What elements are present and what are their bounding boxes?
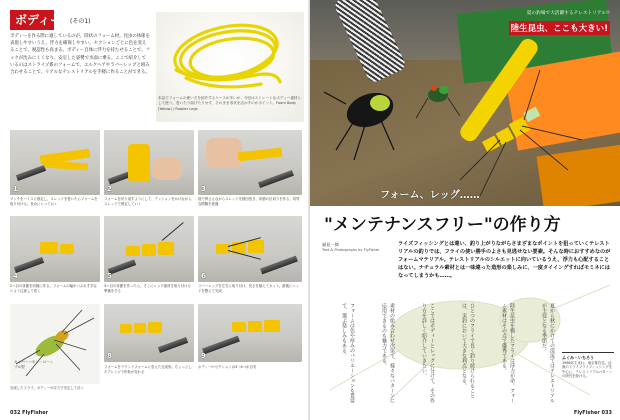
section-tag: (その1) bbox=[70, 18, 91, 25]
step-number: 2 bbox=[107, 185, 112, 193]
yellow-foam-strip bbox=[128, 144, 150, 182]
foam-segment bbox=[248, 321, 262, 332]
step-number: 9 bbox=[201, 352, 206, 360]
body-column: ひとつのフライで長く釣り続けられることは、実釣において大きな利点となる。 bbox=[461, 303, 475, 398]
fingers bbox=[152, 158, 182, 180]
byline-name: 福見一郎 bbox=[322, 242, 339, 247]
step-caption-7: 完成したフライ。ボディーの浮力で安定して浮く bbox=[10, 386, 84, 390]
profile-divider bbox=[562, 352, 614, 353]
foam-segment bbox=[134, 323, 146, 333]
headline-sub: フォーム、レッグ…… bbox=[380, 190, 480, 201]
section-title-tab bbox=[10, 10, 91, 30]
step-photo-8 bbox=[104, 304, 194, 362]
headline-band bbox=[310, 206, 620, 238]
step-caption-3: 指で押さえながらスレッドを数回巻き、体節の区切りを作る。均等な間隔を意識 bbox=[198, 197, 300, 207]
body-column: ここではボディーとレッグに分けて、その作り方を詳しく紹介していきたい。 bbox=[421, 303, 435, 403]
body-column: 素材の組み合わせ次第で、様々なパターンに応用できるのも魅力である。 bbox=[381, 303, 395, 403]
foam-segment bbox=[126, 246, 140, 256]
foam-segment bbox=[158, 242, 174, 255]
step-caption-5: 3つ目の体節を作ったら、そこにレッグ素材を取り付ける準備をする bbox=[104, 284, 191, 294]
tagline-small: 夏の釣場で大活躍するテレストリアル!! bbox=[526, 11, 610, 16]
step-caption-8: フォームをラウンドフォームに変えた完成形。ちょっとしたアレンジで印象が変わる bbox=[104, 365, 192, 375]
right-page bbox=[310, 0, 620, 420]
foam-segment bbox=[60, 244, 74, 254]
step-number: 5 bbox=[107, 272, 112, 280]
step-photo-2 bbox=[104, 130, 194, 195]
byline bbox=[322, 242, 392, 253]
foam-segment bbox=[248, 240, 264, 253]
step-number: 6 bbox=[201, 272, 206, 280]
finished-fly-photo bbox=[10, 304, 100, 384]
foam-segment bbox=[148, 322, 162, 333]
ladder-label: キャバーハモン・ローンブル型 bbox=[14, 360, 54, 369]
foam-segment bbox=[120, 324, 132, 333]
photo-background bbox=[104, 304, 194, 362]
body-column: 陸生昆虫を模したフライは浮力が命。フォーム素材はその点で優秀である。 bbox=[501, 303, 515, 403]
step-caption-4: 2つ目の体節を同様に作る。フォームの幅がつぶれすぎないよう注意して巻く bbox=[10, 284, 97, 294]
tagline-big: 陸生昆虫、ここも大きい! bbox=[509, 21, 610, 35]
section-title: ボディー編 bbox=[15, 13, 75, 27]
profile-name: ふくみ・いちろう bbox=[562, 355, 594, 360]
step-photo-5 bbox=[104, 216, 194, 282]
step-number: 8 bbox=[107, 352, 112, 360]
step-photo-6 bbox=[198, 216, 302, 282]
fingers bbox=[206, 138, 242, 168]
photo-background bbox=[198, 304, 302, 362]
headline-main: "メンテナンスフリー"の作り方 bbox=[324, 215, 561, 235]
article-tagline bbox=[509, 10, 610, 35]
page-folio-right: FlyFisher 033 bbox=[573, 410, 612, 416]
step-caption-1: フックをバイスに固定し、スレッドを巻いたらフォームを取り付ける。長めにとっておく bbox=[10, 197, 98, 207]
step-caption-9: ボディーのセクションは3〜4つが目安 bbox=[198, 365, 257, 369]
intro-text: ボディーを作る際に適しているのが、陸状のフォーム材。昆虫の体節を表現しやすいうえ、浮力を確保しやすい。セクションごとに色を変えることで、視認性も高まる。ボディー自体に浮力を持たせることで、フックが沈みにくくなり、安定した姿勢で水面に乗る。ここで紹介しているのはストライプ系のフォームで、エルクヘアやラバーレッグと組み合わせることで、リアルなテレストリアルを手軽に作ることができる。 bbox=[10, 34, 150, 76]
step-photo-9 bbox=[198, 304, 302, 362]
step-caption-6: ラバーレッグを左右に取り付け、長さを揃えてカット。最後にヘッドを整えて完成 bbox=[198, 284, 300, 294]
body-column: 夏から秋にかけての渓流ではテレストリアルが主役となる季節だ。 bbox=[541, 303, 555, 403]
grasshopper-fly-illustration bbox=[10, 304, 100, 384]
step-photo-3 bbox=[198, 130, 302, 195]
foam-segment bbox=[264, 320, 280, 332]
byline-role: Text & Photographs by FlyFisher bbox=[322, 248, 380, 252]
profile-text: 1966年生まれ。東京都在住。渓流のドライフライフィッシングを中心に、テレストリアルパターンの研究を続ける。 bbox=[562, 360, 613, 379]
body-column: フォームは色や厚みのバリエーションも豊富で、選ぶ楽しみもある。 bbox=[341, 303, 355, 403]
foam-segment bbox=[142, 244, 156, 256]
foam-segment bbox=[40, 242, 58, 254]
page-folio-left: 032 FlyFisher bbox=[10, 410, 49, 416]
step-caption-2: フォームを折り返すようにして、テンションをかけながらスレッドで固定していく bbox=[104, 197, 192, 207]
step-number: 3 bbox=[201, 185, 206, 193]
flies-on-foam-photo bbox=[310, 0, 620, 206]
author-profile bbox=[562, 356, 614, 379]
hero-caption: 本誌でフォームの使い方を紹介するケースが多いが、今回はストレートなボディー素材として使う。巻いたり曲げたりせず、そのまま形状を活かすのがポイント。Foam Body (Yellow) / Rubber Legs bbox=[158, 96, 302, 111]
lead-text: ライズフィッシングとは違い、釣り上がりながらさまざまなポイントを狙っていくテレストリアルの釣りでは、フライの使い勝手のよさも見逃せない要素。そんな時におすすめなのがフォームマテリアル。テレストリアルのシルエットに向いているうえ、浮力も心配することはない。ナチュラル素材とは一味違った造形の楽しみに、一度タイイングすればモミネにはなってしまうかも……。 bbox=[398, 241, 611, 279]
step-photo-1 bbox=[10, 130, 100, 195]
step-number: 1 bbox=[13, 185, 18, 193]
foam-segment bbox=[232, 322, 246, 332]
step-number: 4 bbox=[13, 272, 18, 280]
step-photo-4 bbox=[10, 216, 100, 282]
